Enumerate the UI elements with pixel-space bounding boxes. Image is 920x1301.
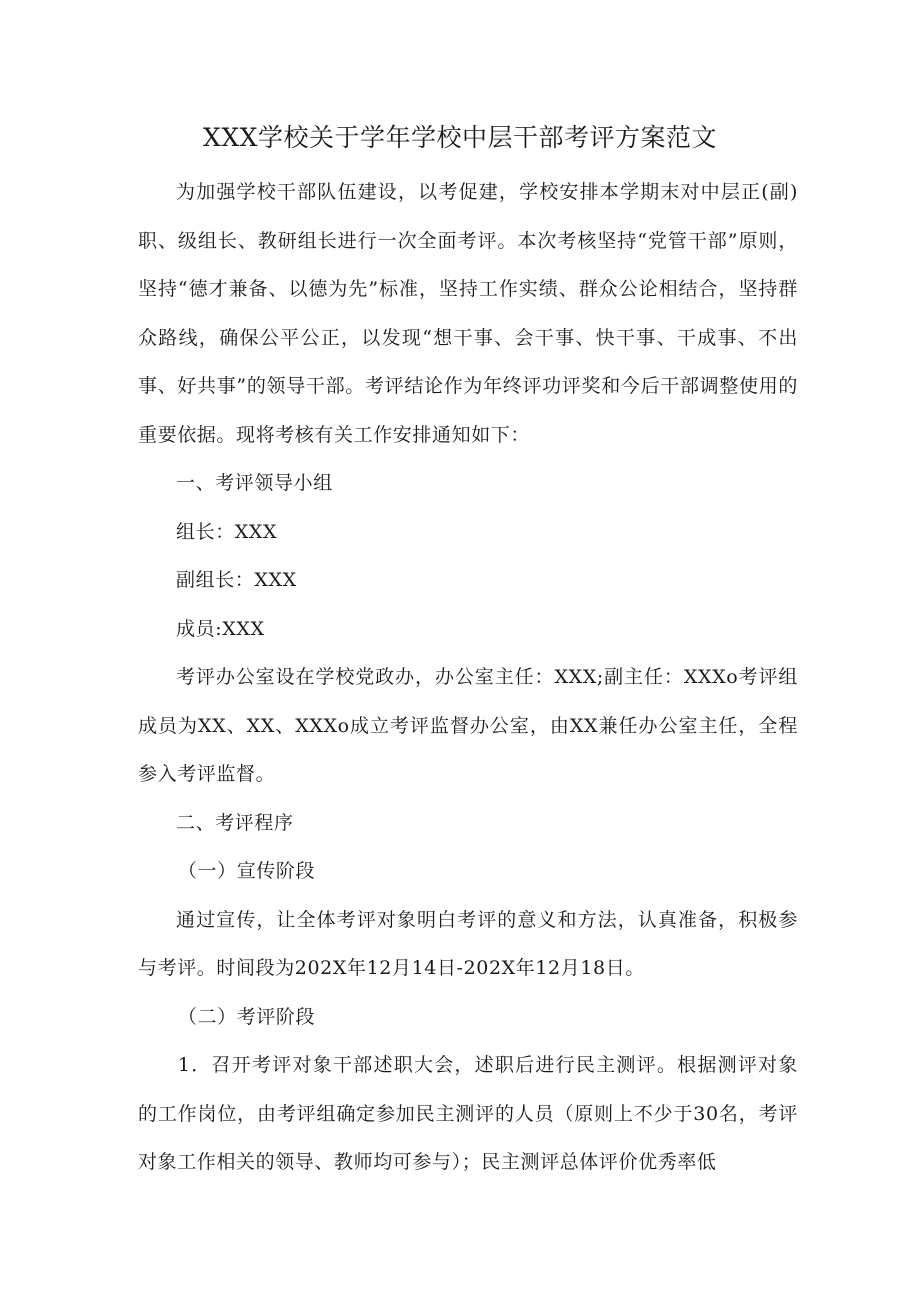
subsection-heading-publicity: （一）宣传阶段	[177, 860, 316, 882]
section-heading-leadership-group: 一、考评领导小组	[176, 472, 333, 494]
subsection-heading-evaluation: （二）考评阶段	[177, 1005, 316, 1028]
intro-paragraph: 为加强学校干部队伍建设，以考促建，学校安排本学期末对中层正(副)职、级组长、教研组长进行一次全面考评。本次考核坚持“党管干部”原则，坚持“德才兼备、以德为先”标准，坚持工作实绩、群众公论相结合，坚持群众路线，确保公平公正，以发现“想干事、会干事、快干事、干成事、不出事、好共事”的领导干部。考评结论作为年终评功评奖和今后干部调整使用的重要依据。现将考核有关工作安排通知如下：	[138, 181, 798, 446]
deputy-leader-line: 副组长：XXX	[176, 569, 297, 591]
members-line: 成员:XXX	[176, 617, 265, 640]
section-heading-procedure: 二、考评程序	[176, 811, 294, 834]
evaluation-item-1-paragraph: 1．召开考评对象干部述职大会，述职后进行民主测评。根据测评对象的工作岗位，由考评组确定参加民主测评的人员（原则上不少于30名，考评对象工作相关的领导、教师均可参与）；民主测评总体评价优秀率低	[138, 1054, 798, 1173]
document-title: XXX学校关于学年学校中层干部考评方案范文	[203, 123, 717, 152]
publicity-paragraph: 通过宣传，让全体考评对象明白考评的意义和方法，认真准备，积极参与考评。时间段为202X年12月14日-202X年12月18日。	[138, 908, 798, 979]
group-leader-line: 组长：XXX	[176, 520, 278, 543]
document-body	[138, 168, 798, 1187]
office-paragraph: 考评办公室设在学校党政办，办公室主任：XXX;副主任：XXXo考评组成员为XX、XX、XXXo成立考评监督办公室，由XX兼任办公室主任，全程参入考评监督。	[138, 666, 798, 785]
